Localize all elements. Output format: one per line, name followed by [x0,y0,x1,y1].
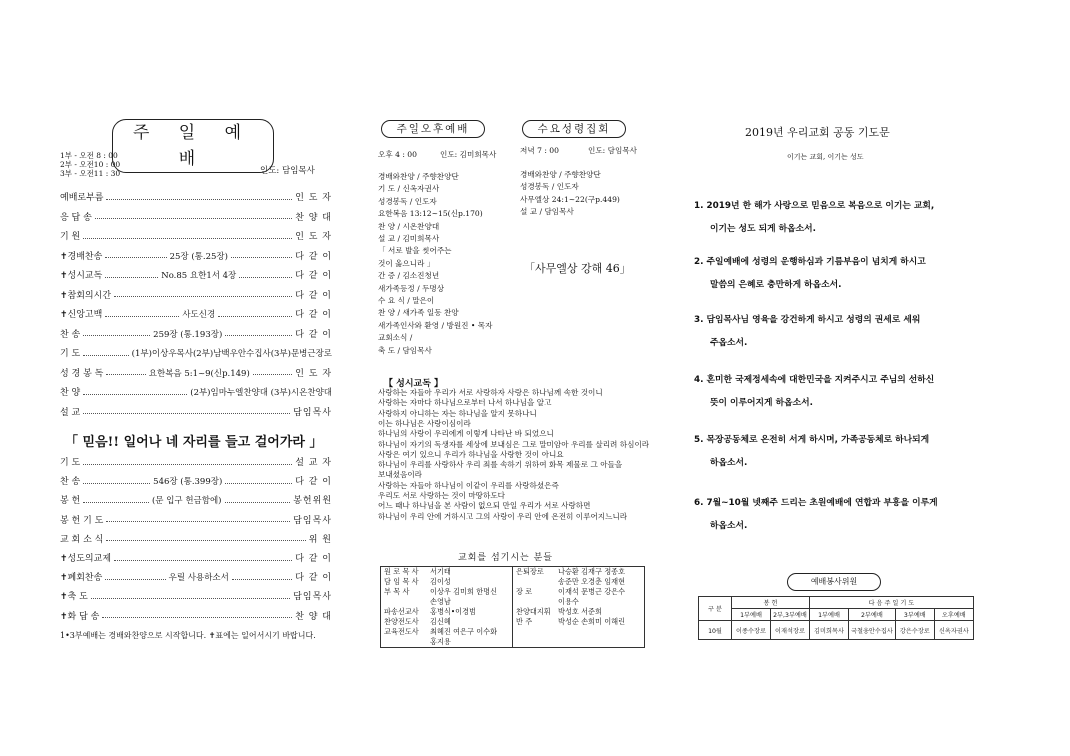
wednesday-time: 저녁 7 : 00 [520,146,559,155]
servant-row [384,587,509,597]
duty-subheader: 2부예배 [849,609,896,621]
text-line: 사랑하는 자마다 하나님으로부터 나서 하나님을 알고 [378,398,552,408]
order-row [60,251,332,263]
servant-role: 담 임 목 사 [384,577,419,586]
text-line: 설 교 / 담임목사 [520,207,574,217]
dot-leader [83,483,150,484]
order-label: ✝화 답 송 [60,611,100,622]
order-label: 봉 헌 [60,496,81,507]
servant-role: 장 로 [516,587,533,596]
dot-leader [239,277,292,278]
dot-leader [105,257,166,258]
duty-cell: 이종수장로 [732,621,771,640]
servant-role: 찬양전도사 [384,617,419,626]
order-row [60,231,332,243]
prayer-item-line: 5. 목장공동체로 온전히 서게 하시며, 가족공동체로 하나되게 [694,435,930,445]
order-detail: No.85 요한1서 4장 [161,271,237,281]
order-label: ✝경배찬송 [60,251,103,262]
schedule-line: 2부 - 오전10 : 00 [60,160,121,169]
sunday-service-title: 주 일 예 배 [112,119,274,173]
prayer-item-line: 하옵소서. [710,521,748,531]
dot-leader [83,413,290,414]
servant-role: 원 로 목 사 [384,567,419,576]
dot-leader [253,374,292,375]
order-detail: 사도신경 [182,310,216,320]
dot-leader [83,238,292,239]
dot-leader [106,540,305,541]
afternoon-service-title: 주일오후예배 [381,120,485,138]
prayer-item-line: 주옵소서. [710,338,748,348]
order-person: 담임목사 [293,515,332,526]
text-line: 하나님이 우리 안에 거하시고 그의 사랑이 우리 안에 온전히 이루어지느니라 [378,511,628,521]
dot-leader [83,394,187,395]
servants-column-right [513,567,645,648]
text-line: 성경봉독 / 인도자 [378,196,437,206]
order-label: ✝참회의시간 [60,290,112,301]
order-row [60,192,332,204]
text-line: 어느 때나 하나님을 본 사람이 없으되 만일 우리가 서로 사랑하면 [378,501,591,511]
text-line: 사랑하지 아니하는 자는 하나님을 알지 못하나니 [378,408,537,418]
servant-role [384,637,430,647]
servant-role: 은퇴장로 [516,567,544,576]
order-row [60,387,332,399]
servant-row [384,577,509,587]
order-detail: (1부)이상우목사(2부)남백우안수집사(3부)문병근장로 [131,349,332,359]
text-line: 것이 옳으니라 」 [378,258,435,268]
order-label: 기 도 [60,349,81,359]
servant-row [516,597,641,607]
servant-row [384,567,509,577]
order-label: 응 답 송 [60,212,92,223]
order-person: 찬 양 대 [295,611,332,622]
dot-leader [225,335,292,336]
text-line: 사랑하는 자들아 하나님이 이같이 우리를 사랑하셨은즉 [378,480,559,490]
order-person: 다 같 이 [295,271,333,281]
order-label: 성 경 봉 독 [60,368,104,379]
servant-names: 서기태 [430,567,451,576]
dot-leader [225,502,291,503]
wednesday-leader: 인도: 담임목사 [588,146,637,155]
order-label: 예배로부름 [60,193,104,203]
order-detail: (2부)임마누엘찬양대 (3부)시온찬양대 [190,388,332,398]
servant-row [516,567,641,577]
order-row [60,515,332,527]
text-line: 우리도 서로 사랑하는 것이 마땅하도다 [378,491,506,500]
text-line: 기 도 / 신옥자권사 [378,184,440,194]
order-row [60,348,332,360]
servants-title: 교회를 섬기시는 분들 [458,553,553,563]
dot-leader [106,521,290,522]
text-line: 수 요 식 / 말은이 [378,296,435,305]
servant-role [516,597,558,607]
order-row [60,572,332,584]
order-detail: 259장 (통.193장) [153,329,223,340]
text-line: 설 교 / 김미희목사 [378,234,440,243]
prayer-item-line: 6. 7월~10월 넷째주 드리는 초원예배에 연합과 부흥을 이루게 [694,498,938,508]
servant-row [384,597,509,607]
afternoon-leader: 인도: 김미희목사 [440,150,497,159]
order-detail: 요한복음 5:1~9(신p.149) [148,368,250,379]
duty-subheader: 1부예배 [732,609,771,621]
order-label: 찬 송 [60,329,81,340]
servant-names: 이재석 문병근 강은수 [558,587,626,596]
text-line: 하나님의 사랑이 우리에게 이렇게 나타난 바 되었으니 [378,429,554,439]
order-person: 인 도 자 [295,368,333,379]
text-line: 간 증 / 김소진청년 [378,271,440,281]
schedule-line: 3부 - 오전11 : 30 [60,169,121,178]
prayer-title: 2019년 우리교회 공동 기도문 [745,126,890,139]
dot-leader [114,560,292,561]
dot-leader [102,617,292,618]
dot-leader [105,277,158,278]
order-detail: 25장 (통.25장) [169,251,228,262]
order-person: 다 같 이 [295,573,333,584]
dot-leader [218,316,292,317]
schedule-line: 1부 - 오전 8 : 00 [60,151,118,160]
servant-role: 찬양대지휘 [516,607,551,616]
servant-row [516,607,641,617]
sunday-service-section [60,115,332,675]
duty-cell: 강은수장로 [895,621,934,640]
order-row [60,591,332,603]
servant-names: 이상우 김미희 한명신 [430,587,498,596]
duty-subheader: 1부예배 [810,609,849,621]
prayer-item-line: 3. 담임목사님 영육을 강건하게 하시고 성령의 권세로 세워 [694,315,921,325]
order-label: ✝신앙고백 [60,310,103,320]
order-person: 다 같 이 [295,477,332,488]
order-label: 찬 양 [60,388,81,398]
dot-leader [83,355,128,356]
service-schedule [60,151,120,178]
order-label: ✝축 도 [60,592,88,603]
order-person: 인 도 자 [295,193,332,203]
wednesday-service-title: 수요성령집회 [522,120,626,138]
duty-month: 10월 [699,621,732,640]
servant-role: 부 목 사 [384,587,410,596]
prayer-item-line: 이기는 성도 되게 하옵소서. [710,224,817,234]
prayer-item-line: 하옵소서. [710,458,748,468]
prayer-item-line: 말씀의 은혜로 충만하게 하옵소서. [710,280,842,290]
text-line: 이는 하나님은 사랑이심이라 [378,418,471,428]
text-line: 찬 양 / 시온찬양대 [378,221,440,231]
servant-role [516,577,558,587]
order-detail: (문 입구 헌금함에) [151,496,222,507]
prayer-item-line: 4. 혼미한 국제정세속에 대한민국을 지켜주시고 주님의 선하신 [694,375,935,385]
servant-row [516,587,641,597]
dot-leader [106,199,292,200]
order-person: 다 같 이 [295,251,333,262]
servant-names: 나승환 김재구 정종호 [558,567,626,576]
servant-names: 김이성 [430,577,451,586]
servant-names: 이용수 [558,597,579,606]
prayer-item-line: 2. 주일예배에 성령의 운행하심과 기름부음이 넘치게 하시고 [694,257,926,267]
servant-names: 홍지용 [430,637,451,646]
servant-names: 송준만 오경춘 임재현 [558,577,626,586]
text-line: 하나님이 자기의 독생자를 세상에 보내심은 그로 말미암아 우리를 살리려 하심이라 [378,439,650,449]
text-line: 사무엘상 24:1~22(구p.449) [520,194,620,204]
order-row [60,495,332,507]
order-person: 위 원 [308,534,332,545]
text-line: 새가족인사와 환영 / 방원진 • 목자 [378,320,493,330]
order-row [60,534,332,546]
order-label: 찬 송 [60,477,81,488]
dot-leader [91,598,290,599]
sermon-title: 「 믿음!! 일어나 네 자리를 들고 걸어가라 」 [65,435,323,450]
duty-subheader: 3부예배 [895,609,934,621]
dot-leader [95,218,292,219]
dot-leader [106,374,145,375]
dot-leader [114,296,292,297]
duty-subheader: 오후예배 [934,609,973,621]
order-label: 교 회 소 식 [60,534,104,545]
order-detail: 546장 (통.399장) [153,477,223,488]
prayer-item-line: 뜻이 이루어지게 하옵소서. [710,398,813,408]
dot-leader [231,257,292,258]
servants-column-left [381,567,513,648]
text-line: 경배와찬양 / 주향찬양단 [378,172,459,181]
servant-names: 김신혜 [430,617,451,626]
dot-leader [83,464,292,465]
sunday-leader: 인도: 담임목사 [260,166,315,176]
servant-row [516,617,641,627]
servant-role [384,597,430,607]
dot-leader [83,502,149,503]
prayer-item-line: 1. 2019년 한 해가 사랑으로 믿음으로 복음으로 이기는 교회, [694,201,935,211]
order-row [60,476,332,488]
servant-names: 박성호 서준희 [558,607,602,616]
dot-leader [105,579,165,580]
servant-names: 홍병식•이경범 [430,607,476,616]
order-person: 다 같 이 [295,290,332,301]
text-line: 축 도 / 담임목사 [378,345,432,355]
text-line: 찬 양 / 새가족 일동 찬양 [378,308,459,318]
servant-role: 교육전도사 [384,627,419,636]
duty-header-offering: 봉 헌 [732,597,810,609]
dot-leader [105,316,179,317]
order-person: 인 도 자 [295,232,332,242]
order-label: ✝폐회찬송 [60,573,103,584]
text-line: 사랑은 여기 있으니 우리가 하나님을 사랑한 것이 아니요 [378,449,564,459]
text-line: 교회소식 / [378,333,413,343]
prayer-subtitle: 이기는 교회, 이기는 성도 [787,153,864,161]
order-row [60,270,332,282]
order-person: 다 같 이 [295,329,332,340]
order-person: 다 같 이 [295,310,332,320]
servant-names: 손영남 [430,597,451,606]
text-line: 「 서로 발을 씻어주는 [378,246,452,256]
dot-leader [83,335,150,336]
sunday-footnote: 1•3부예배는 경배와찬양으로 시작합니다. ✝표에는 일어서시기 바랍니다. [60,631,316,640]
servant-role: 파송선교사 [384,607,419,616]
order-label: 설 교 [60,407,81,418]
order-row [60,290,332,302]
servant-row [384,637,509,647]
order-row [60,368,332,380]
text-line: 사랑하는 자들아 우리가 서로 사랑하자 사랑은 하나님께 속한 것이니 [378,388,603,397]
servant-row [516,577,641,587]
duty-cell: 이재석장로 [771,621,810,640]
order-label: ✝성시교독 [60,271,103,281]
order-person: 설 교 자 [295,458,332,468]
dot-leader [225,483,292,484]
order-row [60,309,332,321]
order-person: 담임목사 [293,592,332,603]
text-line: 경배와찬양 / 주향찬양단 [520,170,601,179]
duty-cell: 신옥자권사 [934,621,973,640]
order-label: ✝성도의교제 [60,554,112,564]
order-row [60,407,332,419]
duty-table [698,596,974,640]
text-line: 새가족등정 / 두명상 [378,283,445,293]
order-detail: 우릴 사용하소서 [168,573,229,584]
servant-row [384,607,509,617]
order-label: 봉 헌 기 도 [60,515,104,526]
duty-header-category: 구 분 [699,597,732,621]
duty-header-prayer: 다 음 주 일 기 도 [810,597,974,609]
text-line: 요한복음 13:12~15(신p.170) [378,209,483,219]
servant-names: 박성순 손희미 이해린 [558,617,626,626]
wednesday-sermon: 「사무엘상 강해 46」 [524,262,631,275]
order-person: 봉헌위원 [293,496,333,507]
order-row [60,553,332,565]
text-line: 성경봉독 / 인도자 [520,182,579,192]
text-line: 하나님이 우리를 사랑하사 우리 죄를 속하기 위하여 화목 제물로 그 아들을 [378,460,623,470]
servants-table [380,566,645,648]
duty-subheader: 2부,3부예배 [771,609,810,621]
servant-row [384,617,509,627]
order-row [60,611,332,623]
order-person: 다 같 이 [295,554,332,564]
servant-role: 반 주 [516,617,533,626]
order-row [60,212,332,224]
servant-row [384,627,509,637]
servant-names: 최혜진 여은구 이수화 [430,627,498,636]
order-row [60,457,332,469]
duty-title: 예배봉사위원 [787,573,881,591]
order-label: 기 도 [60,458,81,468]
order-row [60,329,332,341]
dot-leader [232,579,292,580]
text-line: 보내셨음이라 [378,470,423,480]
duty-cell: 김미희목사 [810,621,849,640]
order-person: 담임목사 [293,407,332,418]
afternoon-time: 오후 4 : 00 [378,150,417,159]
duty-cell: 국철웅안수집사 [849,621,896,640]
reading-title: 【 성시교독 】 [384,379,444,389]
order-label: 기 원 [60,232,81,242]
order-person: 찬 양 대 [295,212,332,223]
